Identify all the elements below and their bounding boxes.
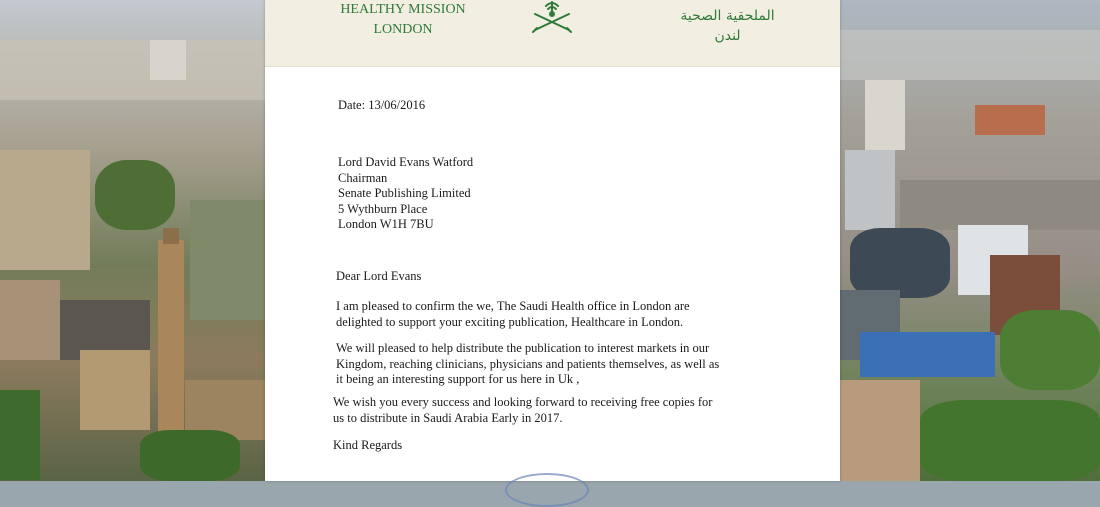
letterhead	[265, 0, 840, 67]
city-photo-right	[840, 0, 1100, 481]
paragraph-line: delighted to support your exciting publication, Healthcare in London.	[336, 314, 684, 329]
paragraph-3	[333, 395, 712, 426]
paragraph-line: We will pleased to help distribute the publication to interest markets in our	[336, 341, 710, 355]
official-stamp	[505, 473, 589, 507]
letterhead-arabic	[665, 6, 790, 46]
salutation: Dear Lord Evans	[336, 269, 422, 283]
paragraph-line: us to distribute in Saudi Arabia Early in 2017.	[333, 410, 563, 425]
letter-date: Date: 13/06/2016	[338, 98, 426, 112]
letterhead-english	[323, 0, 483, 40]
address-line: London W1H 7BU	[338, 217, 434, 231]
saudi-emblem-icon	[527, 0, 577, 36]
letterhead-ar-line1: الملحقية الصحية	[680, 8, 775, 24]
paragraph-2	[336, 341, 719, 388]
address-line: Lord David Evans Watford	[338, 155, 474, 169]
city-photo-left	[0, 0, 265, 481]
paragraph-line: it being an interesting support for us here in Uk ,	[336, 372, 580, 386]
letterhead-ar-line2: لندن	[714, 28, 741, 44]
recipient-address	[338, 155, 473, 233]
paragraph-line: We wish you every success and looking forward to receiving free copies for	[333, 395, 713, 409]
paragraph-line: I am pleased to confirm the we, The Saudi Health office in London are	[336, 299, 690, 313]
letter-sheet	[265, 0, 840, 481]
address-line: 5 Wythburn Place	[338, 201, 428, 216]
paragraph-1	[336, 299, 690, 330]
closing: Kind Regards	[333, 438, 403, 452]
address-line: Chairman	[338, 170, 388, 185]
letterhead-en-line1: HEALTHY MISSION	[340, 2, 466, 17]
paragraph-line: Kingdom, reaching clinicians, physicians and patients themselves, as well as	[336, 356, 720, 371]
letterhead-en-line2: LONDON	[373, 22, 433, 37]
address-line: Senate Publishing Limited	[338, 186, 471, 200]
